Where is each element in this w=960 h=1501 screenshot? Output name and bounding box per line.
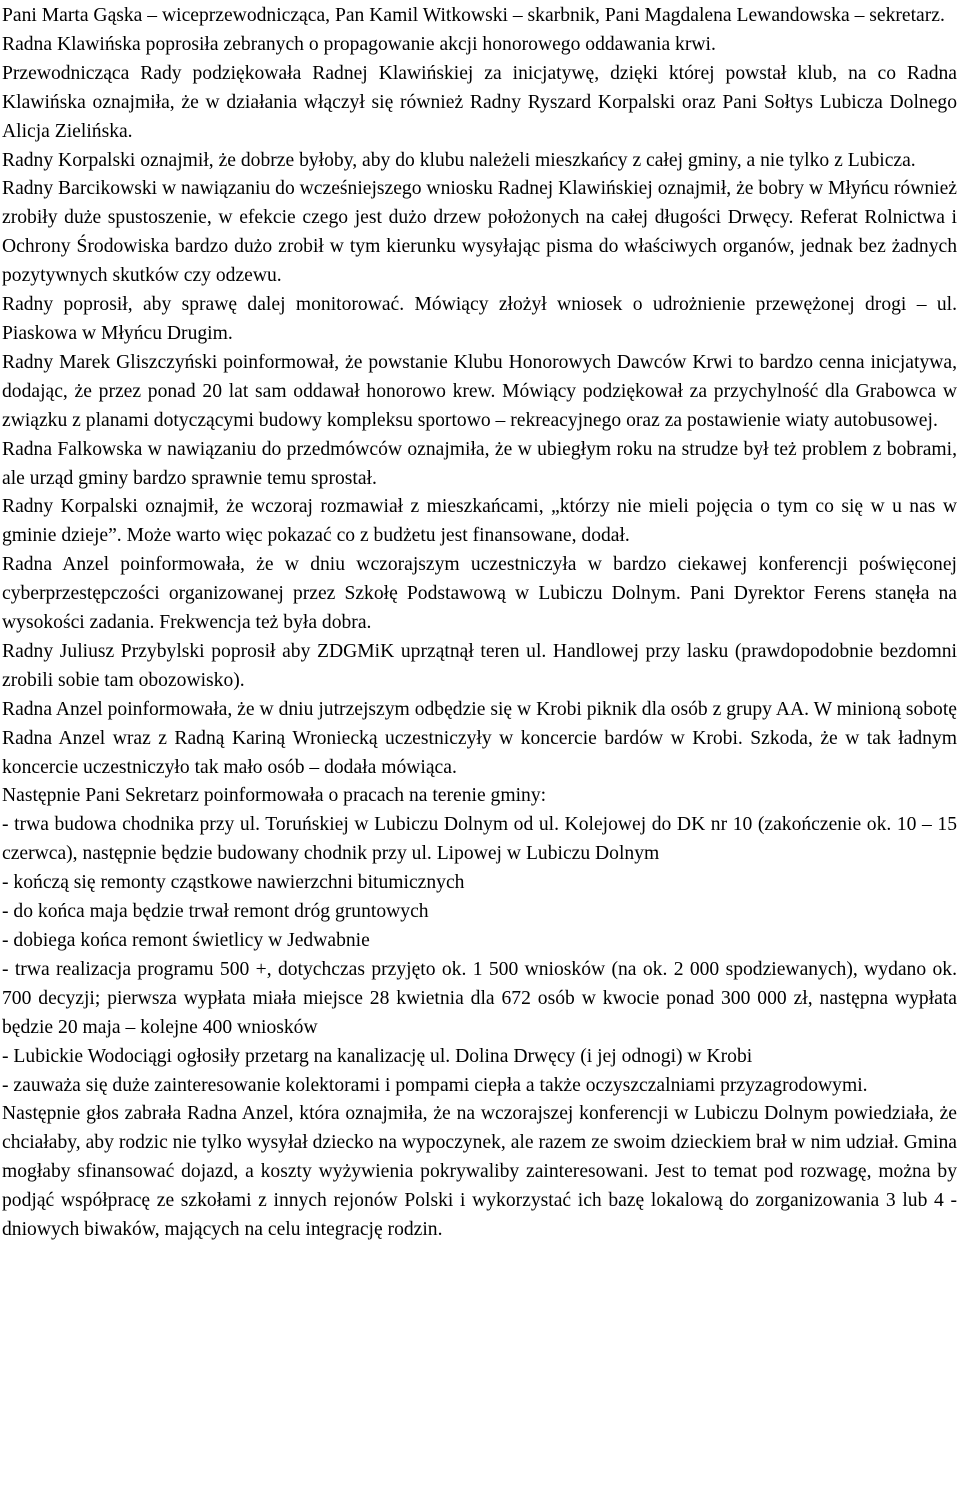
paragraph-barcikowski-beavers: Radny Barcikowski w nawiązaniu do wcześniejszego wniosku Radnej Klawińskiej oznajmił, że bobry w Młyńcu również zrobiły duże spustoszenie, w efekcie czego jest dużo drzew położonych na całej długości Drwęcy. Referat Rolnictwa i Ochrony Środowiska bardzo dużo zrobił w tym kierunku wysyłając pisma do właściwych organów, jednak bez żadnych pozytywnych skutków czy odzewu. (2, 178, 957, 287)
paragraph-secretary-intro: Następnie Pani Sekretarz poinformowała o pracach na terenie gminy: (2, 785, 547, 807)
list-item-road-repairs: - kończą się remonty cząstkowe nawierzchni bitumicznych (2, 872, 465, 894)
paragraph-korpalski-club: Radny Korpalski oznajmił, że dobrze byłoby, aby do klubu należeli mieszkańcy z całej gminy, a nie tylko z Lubicza. (2, 149, 916, 171)
paragraph-chair-thanks: Przewodnicząca Rady podziękowała Radnej Klawińskiej za inicjatywę, dzięki której powstał klub, na co Radna Klawińska oznajmiła, że w działania włączył się również Radny Ryszard Korpalski oraz Pani Sołtys Lubicza Dolnego Alicja Zielińska. (2, 62, 957, 142)
list-item-dirt-roads: - do końca maja będzie trwał remont dróg gruntowych (2, 901, 429, 923)
paragraph-anzel-picnic: Radna Anzel poinformowała, że w dniu jutrzejszym odbędzie się w Krobi piknik dla osób z grupy AA. W minioną sobotę Radna Anzel wraz z Radną Kariną Wroniecką uczestniczyły w koncercie bardów w Krobi. Szkoda, że w tak ładnym koncercie uczestniczyło tak mało osób – dodała mówiąca. (2, 698, 957, 778)
paragraph-gliszczynski: Radny Marek Gliszczyński poinformował, że powstanie Klubu Honorowych Dawców Krwi to bardzo cenna inicjatywa, dodając, że przez ponad 20 lat sam oddawał honorowo krew. Mówiący podziękował za przychylność dla Grabowca w związku z planami dotyczącymi budowy kompleksu sportowo – rekreacyjnego oraz za postawienie wiaty autobusowej. (2, 351, 957, 431)
paragraph-falkowska: Radna Falkowska w nawiązaniu do przedmówców oznajmiła, że w ubiegłym roku na strudze był też problem z bobrami, ale urząd gminy bardzo sprawnie temu sprostał. (2, 438, 957, 489)
paragraph-anzel-family-camps: Następnie głos zabrała Radna Anzel, która oznajmiła, że na wczorajszej konferencji w Lubiczu Dolnym powiedziała, że chciałaby, aby rodzic nie tylko wysyłał dziecko na wypoczynek, ale razem ze swoim dzieckiem brał w nim udział. Gmina mogłaby sfinansować dojazd, a koszty wyżywienia pokrywaliby zainteresowani. Jest to temat pod rozwagę, można by podjąć współpracę ze szkołami z innych rejonów Polski i wykorzystać ich bazę lokalową do zorganizowania 3 lub 4 - dniowych biwaków, mających na celu integrację rodzin. (2, 1103, 957, 1241)
list-item-500-program: - trwa realizacja programu 500 +, dotychczas przyjęto ok. 1 500 wniosków (na ok. 2 000 spodziewanych), wydano ok. 700 decyzji; pierwsza wypłata miała miejsce 28 kwietnia dla 672 osób w kwocie ponad 300 000 zł, następna wypłata będzie 20 maja – kolejne 400 wniosków (2, 958, 957, 1038)
paragraph-blood-donation-appeal: Radna Klawińska poprosiła zebranych o propagowanie akcji honorowego oddawania krwi. (2, 33, 716, 55)
paragraph-przybylski: Radny Juliusz Przybylski poprosił aby ZDGMiK uprzątnął teren ul. Handlowej przy lasku (prawdopodobnie bezdomni zrobili sobie tam obozowisko). (2, 640, 957, 691)
list-item-solar-collectors: - zauważa się duże zainteresowanie kolektorami i pompami ciepła a także oczyszczalniami przyzagrodowymi. (2, 1074, 868, 1096)
paragraph-monitoring-request: Radny poprosił, aby sprawę dalej monitorować. Mówiący złożył wniosek o udrożnienie przewężonej drogi – ul. Piaskowa w Młyńcu Drugim. (2, 294, 957, 344)
paragraph-anzel-conference: Radna Anzel poinformowała, że w dniu wczorajszym uczestniczyła w bardzo ciekawej konferencji poświęconej cyberprzestępczości organizowanej przez Szkołę Podstawową w Lubiczu Dolnym. Pani Dyrektor Ferens stanęła na wysokości zadania. Frekwencja też była dobra. (2, 554, 957, 634)
list-item-community-hall: - dobiega końca remont świetlicy w Jedwabnie (2, 930, 370, 951)
list-item-sidewalk: - trwa budowa chodnika przy ul. Toruńskiej w Lubiczu Dolnym od ul. Kolejowej do DK nr 10 (zakończenie ok. 10 – 15 czerwca), następnie będzie budowany chodnik przy ul. Lipowej w Lubiczu Dolnym (2, 814, 957, 865)
list-item-sewage-tender: - Lubickie Wodociągi ogłosiły przetarg na kanalizację ul. Dolina Drwęcy (i jej odnogi) w Krobi (2, 1045, 753, 1067)
paragraph-korpalski-budget: Radny Korpalski oznajmił, że wczoraj rozmawiał z mieszkańcami, „którzy nie mieli pojęcia o tym co się w u nas w gminie dzieje”. Może warto więc pokazać co z budżetu jest finansowane, dodał. (2, 496, 957, 547)
paragraph-council-officers: Pani Marta Gąska – wiceprzewodnicząca, Pan Kamil Witkowski – skarbnik, Pani Magdalena Lewandowska – sekretarz. (2, 5, 945, 26)
